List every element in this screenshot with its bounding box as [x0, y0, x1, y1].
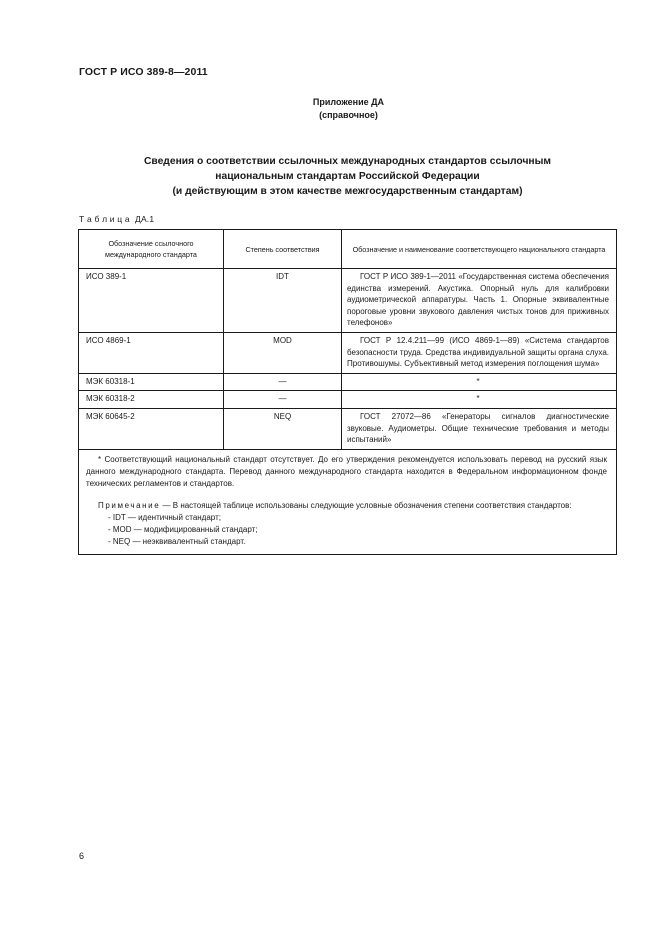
- cell-national-standard: ГОСТ Р 12.4.211—99 (ИСО 4869-1—89) «Система стандартов безопасности труда. Средства индивидуальной защиты органа слуха. Противошумы. Субъективный метод измерения поглощения шума»: [342, 332, 617, 373]
- cell-degree: NEQ: [224, 408, 342, 449]
- table-notes-cell: [79, 449, 617, 554]
- appendix-heading: [0, 96, 661, 122]
- correspondence-table: [78, 229, 617, 555]
- header-degree: Степень соответствия: [224, 230, 342, 269]
- document-code: ГОСТ Р ИСО 389-8—2011: [79, 66, 208, 78]
- legend-item: - NEQ — неэквивалентный стандарт.: [108, 536, 246, 546]
- cell-degree: —: [224, 373, 342, 391]
- table-row: [79, 373, 617, 391]
- cell-designation: МЭК 60645-2: [79, 408, 224, 449]
- table-row: [79, 391, 617, 409]
- header-national-standard: Обозначение и наименование соответствующего национального стандарта: [342, 230, 617, 269]
- legend-item: - MOD — модифицированный стандарт;: [108, 524, 258, 534]
- page-number: 6: [79, 851, 85, 861]
- table-note: [86, 500, 607, 512]
- table-caption: Т а б л и ц а ДА.1: [79, 214, 155, 224]
- cell-designation: ИСО 389-1: [79, 269, 224, 333]
- cell-national-standard: ГОСТ 27072—86 «Генераторы сигналов диагностические звуковые. Аудиометры. Общие технические требования и методы испытаний»: [342, 408, 617, 449]
- appendix-subtitle: (справочное): [319, 110, 378, 120]
- note-text: — В настоящей таблице использованы следующие условные обозначения степени соответствия стандартов:: [160, 500, 572, 510]
- table-row: [79, 408, 617, 449]
- appendix-title: Приложение ДА: [312, 97, 385, 107]
- table-footer-row: [79, 449, 617, 554]
- table-footnote: * Соответствующий национальный стандарт отсутствует. До его утверждения рекомендуется использовать перевод на русский язык данного международного стандарта. Перевод данного международного стандарта находится в Федеральном информационном фонде технических регламентов и стандартов.: [86, 454, 607, 488]
- cell-degree: IDT: [224, 269, 342, 333]
- cell-degree: MOD: [224, 332, 342, 373]
- note-label: Примечание: [98, 500, 161, 510]
- main-title-line-3: (и действующим в этом качестве межгосударственным стандартам): [172, 186, 523, 197]
- header-designation: Обозначение ссылочного международного стандарта: [79, 230, 224, 269]
- table-header-row: [79, 230, 617, 269]
- cell-national-standard: *: [342, 391, 617, 409]
- table-row: [79, 269, 617, 333]
- main-title-line-2: национальным стандартам Российской Федерации: [215, 171, 480, 182]
- legend-item: - IDT — идентичный стандарт;: [108, 512, 221, 522]
- table-row: [79, 332, 617, 373]
- cell-national-standard: ГОСТ Р ИСО 389-1—2011 «Государственная система обеспечения единства измерений. Акустика. Опорный нуль для калибровки аудиометрической аппаратуры. Часть 1. Опорные эквивалентные пороговые уровни звукового давления чистых тонов для приживных телефонов»: [342, 269, 617, 333]
- main-title-line-1: Сведения о соответствии ссылочных международных стандартов ссылочным: [143, 156, 552, 167]
- cell-designation: МЭК 60318-2: [79, 391, 224, 409]
- cell-designation: ИСО 4869-1: [79, 332, 224, 373]
- cell-designation: МЭК 60318-1: [79, 373, 224, 391]
- main-title: [79, 154, 616, 199]
- cell-national-standard: *: [342, 373, 617, 391]
- cell-degree: —: [224, 391, 342, 409]
